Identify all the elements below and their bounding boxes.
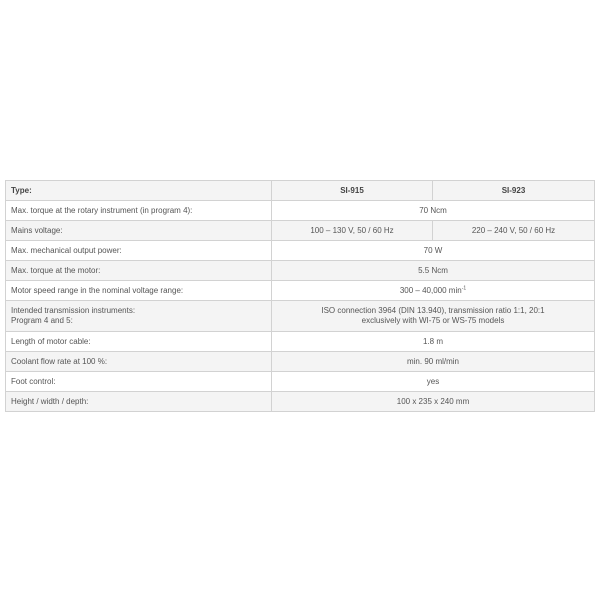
row-value: 100 x 235 x 240 mm [272,392,595,412]
table-row [6,301,595,332]
row-label [6,301,272,332]
row-value: 70 W [272,241,595,261]
row-label: Length of motor cable: [6,332,272,352]
speed-unit-exponent: -1 [461,284,467,291]
spec-table [5,180,595,412]
table-row [6,392,595,412]
row-label: Height / width / depth: [6,392,272,412]
row-label: Foot control: [6,372,272,392]
row-value-line: ISO connection 3964 (DIN 13.940), transmission ratio 1:1, 20:1 [321,306,545,315]
row-value: 1.8 m [272,332,595,352]
row-label-line: Intended transmission instruments: [11,306,136,315]
speed-value: 300 – 40,000 min [399,285,462,295]
table-row [6,261,595,281]
row-value-model-b: 220 – 240 V, 50 / 60 Hz [433,221,595,241]
table-row [6,281,595,301]
row-label: Max. torque at the motor: [6,261,272,281]
row-value: 5.5 Ncm [272,261,595,281]
row-value: min. 90 ml/min [272,352,595,372]
table-row [6,201,595,221]
header-row [6,181,595,201]
row-value-model-a: 100 – 130 V, 50 / 60 Hz [272,221,433,241]
row-value: 70 Ncm [272,201,595,221]
row-value-line: exclusively with WI-75 or WS-75 models [361,316,505,325]
row-value [272,281,595,301]
model-b-header: SI-923 [433,181,595,201]
table-row [6,372,595,392]
table-row [6,332,595,352]
model-a-header: SI-915 [272,181,433,201]
type-header: Type: [6,181,272,201]
table-row [6,221,595,241]
row-label: Coolant flow rate at 100 %: [6,352,272,372]
row-label: Motor speed range in the nominal voltage range: [6,281,272,301]
row-label-line: Program 4 and 5: [11,316,73,325]
row-value: yes [272,372,595,392]
row-label: Mains voltage: [6,221,272,241]
table-row [6,241,595,261]
row-label: Max. mechanical output power: [6,241,272,261]
row-value [272,301,595,332]
table-row [6,352,595,372]
row-label: Max. torque at the rotary instrument (in program 4): [6,201,272,221]
